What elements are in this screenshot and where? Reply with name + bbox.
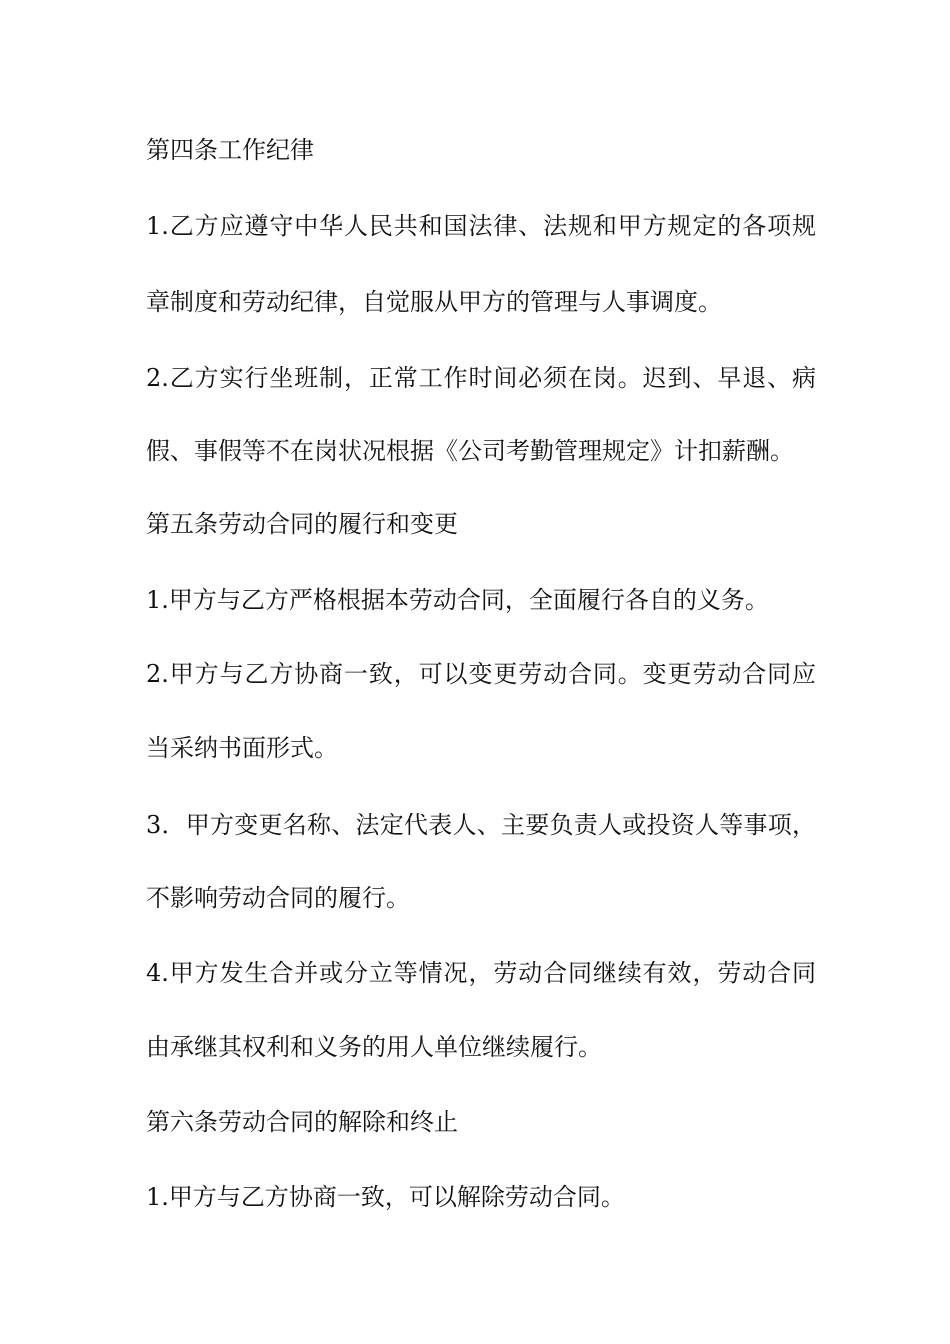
paragraph-line: 由承继其权利和义务的用人单位继续履行。 — [146, 1033, 602, 1061]
paragraph-line: 当采纳书面形式。 — [146, 734, 338, 762]
paragraph-line: 2.乙方实行坐班制，正常工作时间必须在岗。迟到、早退、病 — [146, 364, 816, 392]
paragraph-line: 不影响劳动合同的履行。 — [146, 884, 410, 912]
paragraph-line: 假、事假等不在岗状况根据《公司考勤管理规定》计扣薪酬。 — [146, 437, 794, 465]
paragraph-line: 1.甲方与乙方协商一致，可以解除劳动合同。 — [146, 1183, 625, 1211]
section-heading-article-5: 第五条劳动合同的履行和变更 — [146, 510, 458, 538]
paragraph-line: 3．甲方变更名称、法定代表人、主要负责人或投资人等事项， — [146, 811, 816, 839]
section-heading-article-6: 第六条劳动合同的解除和终止 — [146, 1108, 458, 1136]
section-heading-article-4: 第四条工作纪律 — [146, 136, 314, 164]
paragraph-line: 2.甲方与乙方协商一致，可以变更劳动合同。变更劳动合同应 — [146, 660, 816, 688]
paragraph-line: 1.甲方与乙方严格根据本劳动合同，全面履行各自的义务。 — [146, 586, 769, 614]
paragraph-line: 1.乙方应遵守中华人民共和国法律、法规和甲方规定的各项规 — [146, 212, 816, 240]
paragraph-line: 章制度和劳动纪律，自觉服从甲方的管理与人事调度。 — [146, 288, 722, 316]
paragraph-line: 4.甲方发生合并或分立等情况，劳动合同继续有效，劳动合同 — [146, 959, 816, 987]
